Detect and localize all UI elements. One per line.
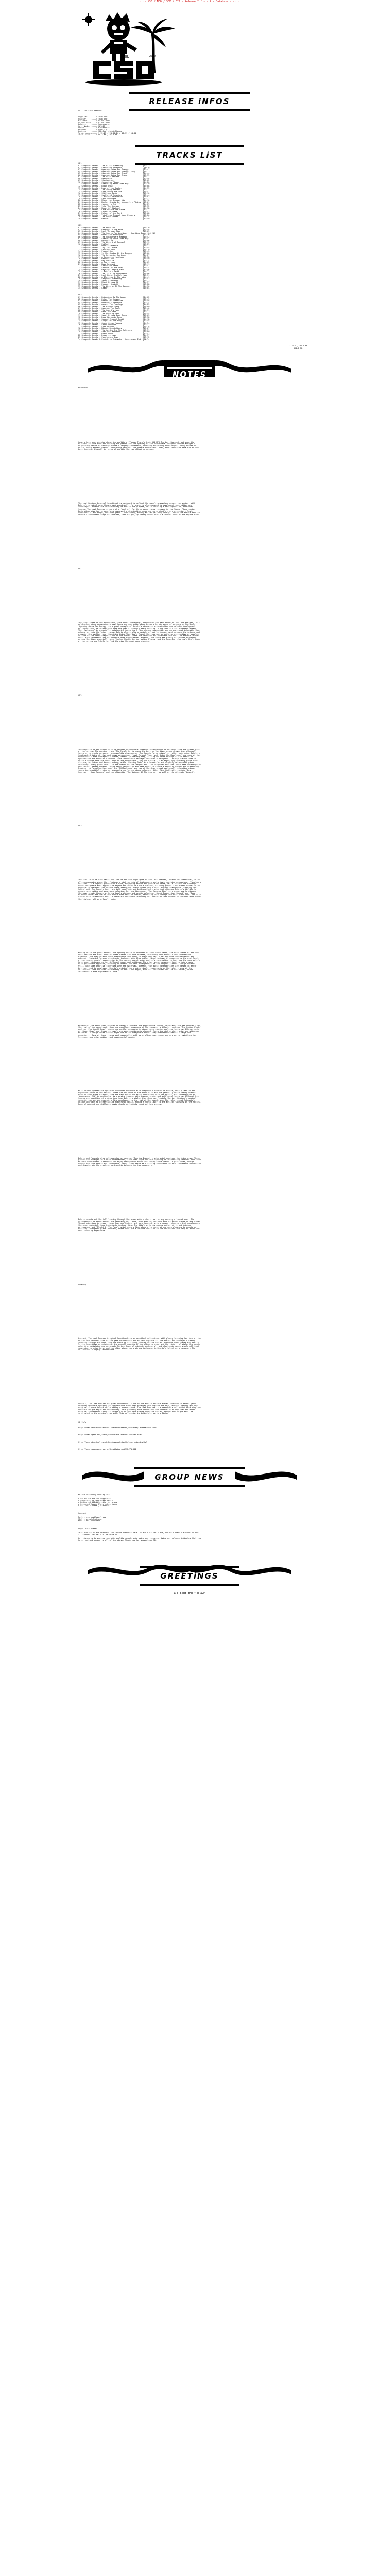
news-item: o Select CD and DVD suppliers	[78, 1498, 111, 1500]
track-row: 06 Seagoods Dehrtz - The Hidden Glade [05:09]	[78, 305, 151, 308]
track-row: 10 Seagoods Dehrtz - The Evening Star [04:45]	[78, 312, 151, 315]
cso-logo-letters	[85, 61, 162, 86]
track-row: 30 Seagoods Dehrtz - Return [03:59]	[78, 217, 151, 220]
track-row: 28 Seagoods Dehrtz - A Blessing On The Wind [04:41]	[78, 276, 151, 278]
track-row: 13 Seagoods Dehrtz - Second(Clover) Fruit [04:18]	[78, 318, 151, 320]
track-row: 01 Seagoods Dehrtz - The Monolith [04:10]	[78, 227, 151, 229]
release-info-line: Genre...........: Electronic	[78, 127, 110, 129]
track-row: 06 Seagoods Dehrtz - The Conqueror's Message [04:52]	[78, 235, 151, 238]
track-row: 17 Seagoods Dehrtz - Scattered Memories [03:44]	[78, 194, 151, 196]
track-row: 22 Seagoods Dehrtz - Dramatic Love [04:37]	[78, 334, 151, 337]
track-row: 13 Seagoods Dehrtz - Falling Rain [04:19]	[78, 248, 151, 251]
track-row: 28 Seagoods Dehrtz - Trickling Through Your Fingers [03:26]	[78, 214, 151, 216]
track-row: 16 Seagoods Dehrtz - Shifting Sands [05:10]	[78, 192, 151, 195]
tracks-list-header	[0, 145, 379, 165]
track-row: 14 Seagoods Dehrtz - The Young Harvest [03:21]	[78, 189, 151, 191]
track-row: 20 Seagoods Dehrtz - Where the Shadows Lie [04:16]	[78, 199, 151, 202]
notes-paragraph: Dehrtz rounds out the full listing through the album with a short, but strong variety of uncut cues. The arrangements of these tracks are generally well done, with some of the best rock-oriented pieces on the album. Though ambitious in scope, these cues are tighter and more focused, with a compact structure that complements the other material. Some highlights include 'Beat The Odds', with its punchy guitar riffs and driving percussion, and 'Flight Of The Fury', which uses a fine blend of orchestral and rock elements to create an exciting, energetic piece. Overall, these cues are a welcome addition to the collection and help to round out the listening experience.	[78, 1218, 201, 1232]
legal-title: Legal Disclaimer:	[78, 1528, 97, 1530]
notes-paragraph: The final disc is also ambitious. One of the key highlights of the Lost Remixed, 'Dreams Of Fireflies', is an all-encompassing piece that features a rich variety of instruments and a lush, soothing atmosphere. 'Moreton's Attitude' is a lighter piece with a fine, easygoing rhythm and gentle melodies, while 'Across The Frontage' takes the game's most aggressive rhythm and turns it into a vibrant, stirring piece. 'The Hidden Glade' is an especially beautiful and serene piece featuring lovely synths and a soft, flowing atmosphere. 'Opening The Seals' and 'The Guard's Hour' are both excellent and well-crafted tracks that showcase Dehrtz's ability to create interesting and memorable melodies. For new listeners, 'The Evening Star' is a great way to discover the game's main themes, with its lovely strings and gentle melodies. 'Sweet Dreams Over Sunset' and 'Deep Harmonic Nova' are two of the disc's most emotive pieces, featuring lush strings and soft piano work. The disc closes with 'Awastaren: End', a beautiful and heart-wrenching collaboration with Fuuichiro Fukumoto that sends the listener off on a lovely note.	[78, 879, 201, 900]
news-item: o Skilled rippers / crackers	[78, 1505, 110, 1507]
track-row: 11 Seagoods Dehrtz - Something Weird That Way [03:39]	[78, 183, 151, 185]
logo-caption: CSOL	[120, 55, 129, 59]
track-row: 30 Seagoods Dehrtz - Among's Waiting [04:12]	[78, 279, 151, 282]
group-logo-art	[0, 7, 379, 90]
track-row: 22 Seagoods Dehrtz - Sheltered Paths [03:57]	[78, 265, 151, 267]
track-row: 21 Seagoods Dehrtz - Hunter Stands On, Yarrowfire Plains [05:01]	[78, 201, 151, 204]
release-info-line: Rls Date........: 04-01-2009	[78, 120, 110, 122]
track-row: 32 Seagoods Dehrtz - Escape, Rebirth [03:28]	[78, 283, 151, 285]
release-info-line: Cat. Number.....: VW-001	[78, 125, 105, 127]
release-infos-header	[0, 92, 379, 111]
track-row: 25 Seagoods Dehrtz - Calm Before The Storm [03:17]	[78, 209, 151, 211]
cd1-track-list	[0, 162, 379, 220]
release-info-line: Encoder.........: Lame 3.97	[78, 128, 109, 131]
figure-illustration	[101, 12, 137, 61]
track-row: 21 Seagoods Dehrtz - Rokos Home [03:43]	[78, 332, 151, 335]
track-row: 14 Seagoods Dehrtz - Frozen Sky [03:43]	[78, 250, 151, 253]
cd3-label: CD3	[78, 294, 82, 296]
track-row: 19 Seagoods Dehrtz - The Garden And The Activator [03:51]	[78, 329, 151, 331]
notes-paragraph: Summary	[78, 1283, 87, 1286]
legal-text: THIS RELEASE IS FOR PERSONAL EVALUATION PURPOSES ONLY. IF YOU LIKE THE ALBUM, YOU'RE STRONGLY ADVISED TO BUY IT. SUPPORT THE ARTISTS. WE MEAN IT.	[78, 1532, 199, 1536]
track-row: 01 Seagoods Dehrtz - Brigadoon By The Woods [04:02]	[78, 296, 151, 298]
track-row: 14 Seagoods Dehrtz - Flight Of The Fury [03:45]	[78, 320, 151, 323]
track-row: 15 Seagoods Dehrtz - Lost Among the Ice [04:47]	[78, 190, 151, 193]
track-row: 09 Seagoods Dehrtz - Beat The Odds [03:22]	[78, 311, 151, 313]
notes-body	[0, 387, 379, 1417]
track-row: 11 Seagoods Dehrtz - Moonlit Meadows [04:33]	[78, 245, 151, 247]
notes-paragraph: The Lost Remixed Original Soundtrack is designed to reflect the game's atmosphere across the series. With Dehrtz's original main themes used prominently for once, he also managed to complement vast cities and landscapes, enhance the interactivity of battle and players, while creating a few impressive, emotional tracks. The Lost Remixed is more of a 'best of' for three soundtracks released in the Vapour Flora series. Each album also had to carefully represent a distinctive range on the project's story direction - lush, atmospheric, mid-tempo, and even great - with heavy, mostly mellow yet very lively - where the artist tend to choose a consistent range of textures, with bright, uplifting tones that's a 'clean' look at the engine side.	[78, 502, 200, 516]
track-row: 02 Seagoods Dehrtz - Gateway To The West [03:48]	[78, 228, 151, 231]
track-row: 20 Seagoods Dehrtz - View For Merchant [04:09]	[78, 331, 151, 333]
notes-paragraph: Overall, The Lost Remixed Original Soundtrack is an excellent collection, with plenty to enjoy for fans of the series and personal fans of the game soundtracks and as well capture it. The artist has conveyed a strong identity through his work, and the album is a fitting tribute to the series. Although some tracks may feel a little repetitive or unfocused, the overall quality of the album is high, and the variety of styles and moods make it a satisfying and enjoyable listen. Fans of ambient, orchestral, and electronic music should all find something to enjoy here, and the album stands as a strong testament to Dehrtz's talent as a composer. The collection is highly recommended.	[78, 1337, 201, 1351]
contact-list	[78, 1517, 106, 1522]
group-news-header	[0, 1467, 379, 1487]
link-2[interactable]: http://www.vgmdb.net/album/vapourwave-thelostremixed.html	[78, 1434, 142, 1436]
notes-title: NOTES	[167, 367, 212, 382]
notes-header	[0, 367, 379, 382]
top-banner: · ·· iSO / NFO / SFV / DIZ · Release Infos · Pre Database · ·· ·	[140, 0, 239, 3]
track-row: 27 Seagoods Dehrtz - Lost Path, Another Home [03:31]	[78, 274, 151, 277]
track-row: 10 Seagoods Dehrtz - Fabled [03:29]	[78, 243, 151, 245]
notes-paragraph: CD1	[78, 567, 82, 570]
track-row: 05 Seagoods Dehrtz - Under the Moonlight [03:36]	[78, 234, 151, 236]
track-row: 33 Seagoods Dehrtz - The Waters, Of The Journey [04:36]	[78, 285, 151, 287]
link-4[interactable]: http://www.vapourwave.co.jp/detailview.cgi?ID=VW-001	[78, 1448, 136, 1450]
track-row: 04 Seagoods Dehrtz - Moreton's Attitude [03:34]	[78, 301, 151, 304]
links-intro: CD Info	[78, 1421, 87, 1423]
total-length: 1:12:25 / 98.2 MB	[288, 345, 307, 347]
sun-icon	[82, 13, 95, 26]
release-info-line: Label...........: Vapourwave	[78, 123, 110, 126]
track-row: 23 Seagoods Dehrtz - Into The Unknown [03:52]	[78, 205, 151, 208]
cd3-track-list	[0, 297, 379, 341]
track-row: 17 Seagoods Dehrtz - Lost Heaven [04:28]	[78, 325, 151, 328]
release-info-line: Quality.........: VBR(Avg) Joint-Stereo	[78, 130, 122, 133]
group-news-title: GROUP NEWS	[134, 1467, 245, 1487]
track-row: 21 Seagoods Dehrtz - Hope Renewed [05:11]	[78, 263, 151, 265]
contact-line: IRC : #cso@efnet.org	[78, 1518, 102, 1520]
release-info-line: Supplier........: Team CSO	[78, 116, 108, 118]
notes-paragraph: Dehrtz and Fukumoto also collaborated on several 'Tearing Inward' tracks which conclude the third disc. These pieces are arranged in a more experimental, free-form style and use layering of interesting textures more than melodic development. Listeners who enjoy atmospheric music will enjoy these pieces in particular, though others may find them a bit repetitive. Still, they serve as a fitting conclusion to this impressive collection and demonstrate the creative partnership between the two composers.	[78, 1157, 201, 1167]
track-row: 12 Seagoods Dehrtz - Blown Dust [04:08]	[78, 185, 151, 188]
release-info-line: Total Length....: 1:12:25 / 24:30:14 / 40:11 / 14:31	[78, 132, 136, 134]
greetings-header	[0, 1566, 379, 1586]
track-row: 04 Seagoods Dehrtz - The Search For Archives - Sporting Goods [04:21]	[78, 232, 156, 234]
notes-paragraph: Meanwhile, the third disc focuses on Dehrtz's ambient and experimental works, which most are far removed from the rest of the soundtrack. Some are excellent showcases of the composer's talents, such as 'The Hidden Glade' and the 'Fourteenth Dawn', which are gentle, atmospheric pieces with subtle, evolving textures. Others, such as 'Rokos Home' and 'Dramatic Love', are more emotionally charged, featuring rich orchestration and stirring melodies. Although these tracks might not be to everyone's taste, they demonstrate Dehrtz's range and creativity. Many of these tracks work especially well as an album experience, and are worth revisiting for listeners who enjoy ambient and experimental music.	[78, 1024, 201, 1038]
track-row: 10 Seagoods Dehrtz - Cascading Floods [04:20]	[78, 181, 151, 183]
track-row: 08 Seagoods Dehrtz - Emergence [03:58]	[78, 177, 151, 180]
track-row: 18 Seagoods Dehrtz - Hidden Revelations [05:07]	[78, 327, 151, 330]
track-row: 31 Seagoods Dehrtz - Where Dreams Go [04:57]	[78, 281, 151, 284]
track-row: 27 Seagoods Dehrtz - Echoes of the Past [05:08]	[78, 212, 151, 215]
notes-paragraph: CD2	[78, 694, 82, 697]
track-row: 09 Seagoods Dehrtz - Stormwalker [05:02]	[78, 179, 151, 182]
news-intro: We are currently looking for:	[78, 1494, 111, 1496]
track-row: 06 Seagoods Dehrtz - Opening Gates For Energy [03:35]	[78, 174, 151, 176]
release-info-line: Cracker.........: Team CSO	[78, 117, 108, 120]
track-row: 24 Seagoods Dehrtz - Rejoice, Hero's Hall [03:46]	[78, 268, 151, 271]
track-row: 08 Seagoods Dehrtz - Unwavering [04:06]	[78, 239, 151, 242]
cd2-track-list	[0, 224, 379, 290]
track-row: 05 Seagoods Dehrtz - Opening Gates For Energy [04:44]	[78, 172, 151, 175]
track-row: 03 Seagoods Dehrtz - Opening Gates For Energy [03:47]	[78, 168, 151, 171]
track-row: 07 Seagoods Dehrtz - Opening The Seals [03:40]	[78, 307, 151, 310]
release-info-line: Street Date.....: 03-01-2009	[78, 121, 110, 124]
track-row: 09 Seagoods Dehrtz - The Waters of Renewal [05:13]	[78, 241, 151, 244]
release-title: VA - The Lost Remixed	[78, 110, 102, 112]
logo-year: 2010	[149, 55, 156, 58]
notes-paragraph: Gamers have been divided about the quality of Vapour Flora's Hide 300 MPH The Lost Remixed, but even the harshest critics have had nothing but praise for the quality of the soundtrack. Seagoods Dehrtz managed a surprising amount of variety across a lengthy soundtrack, covering everything from bright, poppy tracks to eerie, dense ambient pieces. Vapourwave Records, the game's soundtrack label, then converted from him to the Lost Remixed, through, in terms of quality the two almost as unique.	[78, 440, 199, 451]
track-row: 07 Seagoods Dehrtz - The Dark Harvest [04:11]	[78, 176, 151, 178]
greetings-title: GREETiNGS	[140, 1566, 239, 1586]
contact-label: Contact:	[78, 1512, 88, 1514]
cd1-label: CD1	[78, 162, 82, 164]
track-row: 05 Seagoods Dehrtz - Across The Frontage [04:25]	[78, 303, 151, 306]
track-row: 18 Seagoods Dehrtz - A Bitter Revelation [04:02]	[78, 196, 151, 198]
track-row: 13 Seagoods Dehrtz - Dawn of the Seeker [04:55]	[78, 187, 151, 189]
notes-paragraph: Overall, The Lost Remixed Original Soundtrack is one of the most elaborate albums released in recent years. Seagoods Dehrtz's spectacular compositions have been arranged and updated for this release, keeping all the original flavour intact while adding a modern sound. The Lost Remixed is a remarkable collection that displays Dehrtz's unique style and versatility. It's probably more convenient and worthwhile to buy than the three original soundtracks since it covers all of the best tracks from the series, though fans might still be interested in the originals as well. This collection is definitely worth a listen.	[78, 1403, 201, 1415]
contact-line: Mail : cso.post@email.com	[78, 1516, 107, 1518]
track-row: 02 Seagoods Dehrtz - Sheltered Promises [04:01]	[78, 166, 152, 169]
track-row: 04 Seagoods Dehrtz - Opening Gates For Energy (Ext) [05:12]	[78, 170, 151, 173]
legal-text-block	[0, 1532, 379, 1544]
track-row: 26 Seagoods Dehrtz - Silent Witness [04:43]	[78, 210, 151, 213]
closing-text: Our vision is to provide you with quality soundtracks using our releases. Using our release indicates that you have read and agreed to all of the above. Thank you for supporting CSO.	[78, 1537, 201, 1541]
news-item: o Licensed Vapour Flora subscribers	[78, 1503, 117, 1505]
track-row: 11 Seagoods Dehrtz - Sweet Dreams Over Sunset [05:03]	[78, 314, 151, 317]
notes-paragraph: Headnotes	[78, 387, 89, 389]
notes-paragraph: The first theme on the soundtrack, 'The First Awakening', introduces the main theme of The Lost Remixed. This golden-hue piece commanding brass, horns and energetic pipes bring a heroic sense of adventure. Similarly, 'Opening Gates For Energy' is a great example of Dehrtz's cinematic orchestration and melodic development. Following this, he further explores the game's strongly-drawn setting, along with all its different themes. The 'Emergence' is especially outstanding featuring a fine string composition and an emotional intensity that echoes far into the later tracks. Dehrtz also crafts a variety of battle themes, most notably the intense and dynamic 'Stormwalker' and 'Something Weird That Way'. Though they may not be quite as distinctive or complex as some of the other compositions on the album, these are nevertheless excellent and fun. The ambient 'Blown Dust' also represents one of Dehrtz's more experimental moments, and there are plenty of further surprises across the disc, especially with 'Hunter Stands On, Yarrowfire Plains' and the haunting 'Journey's End'. Fans of the series are likely to find the disc the most comprehensive.	[78, 621, 200, 643]
track-row: 20 Seagoods Dehrtz - A Saw's Love [04:05]	[78, 261, 151, 264]
notes-paragraph: Moving on to the guest themes, the opening suite is composed of four short parts, the main themes of the the Lost Remixed are fine. Some of these tracks are more diverse, featuring both acoustic and synthesized elements, and they're each very distinctive and moody in their own way. A few are more contemplative and ambient, featuring layered electronic textures with slow builds. Nevertheless, it underscores the rich level of intricate, careful composition in the series soundtracks, and it's interesting to hear how the same motifs have been reinterpreted for different moods and settings. The other guest composers tend to take a more straightforward approach, focusing on direct, melodic arrangements of the original themes, though several still take some creative liberties with the material. Overall, the guest contributions are varied in style, but they tend to complement Dehrtz's original work quite nicely, especially on the later tracks of the collection. Some are even interesting in their own right, such as 'The Garden And The Activator', which introduces a more experimental tone.	[78, 952, 200, 973]
track-row: 07 Seagoods Dehrtz - Something About That Way [03:41]	[78, 238, 151, 240]
track-row: 08 Seagoods Dehrtz - The Guard's Hour [04:31]	[78, 309, 151, 311]
release-info-line: Total Size......: 98.2 MB / 81.2 MB	[78, 134, 117, 137]
notes-paragraph: Multivolume synthesizer operator Fuuichiro Fukumoto also composed a handful of tracks, mostly used in the expansion packs of the series. These are included on the third disc and are generally quite strong overall, each of them quite distinct from the main score but still consistent with its spirit. His contribution to 'Awastaren: End' in particular is a moving finale, with layered synths and soft vocal textures. Although his tracks are something of a departure from Dehrtz's style, they show how flexible the Lost Remixed's musical identity can be, and provide a fine complement to the rest of the soundtrack. They also reveal Fukumoto's unique approach to orchestrating electronic music, adding a fresh layer to the musical tapestry of the series. Fans of ambient and chillwave music should definitely check out his pieces.	[78, 1090, 201, 1105]
news-item: o Suppliers of unreleased music	[78, 1499, 113, 1502]
track-row: 16 Seagoods Dehrtz - The Forgotten Fortress [04:27]	[78, 254, 151, 257]
track-row: 23 Seagoods Dehrtz - Fourteenth Dawn [05:12]	[78, 336, 151, 339]
track-row: 03 Seagoods Dehrtz - Lost Through Time [05:05]	[78, 230, 151, 233]
track-row: 24 Seagoods Dehrtz - Waves Of Mistrust [04:38]	[78, 207, 151, 209]
track-row: 19 Seagoods Dehrtz - Day Sunrise [03:24]	[78, 259, 151, 262]
greetings-text: ALL KNOW WHO YOU ARE	[174, 1592, 205, 1595]
release-info-block	[0, 116, 379, 137]
track-row: 25 Seagoods Dehrtz - A Bottle's Truth [04:23]	[78, 270, 151, 273]
contact-line: Web : NOT AVAILABLE	[78, 1520, 101, 1522]
track-row: 16 Seagoods Dehrtz - Stone Memoirs [03:37]	[78, 324, 151, 326]
track-row: 34 Seagoods Dehrtz - Lament [05:04]	[78, 287, 151, 290]
track-row: 18 Seagoods Dehrtz - Reflections [04:49]	[78, 258, 151, 260]
total-size: 321.8 MB	[294, 347, 303, 349]
link-3[interactable]: http://www.sdcentral.co.uk/Reviews/dehrtz/thelostremixed.shtml	[78, 1441, 148, 1443]
tracks-list-title: TRACKS LiST	[135, 145, 243, 165]
cd2-label: CD2	[78, 224, 82, 226]
track-row: 12 Seagoods Dehrtz - Toy Tin Castle [03:55]	[78, 247, 151, 249]
track-row: 22 Seagoods Dehrtz - Journey's End [04:29]	[78, 203, 151, 206]
link-1[interactable]: http://www.vapourwaverecords.com/soundtracks/Vnnterrf/lastremixed.shtml	[78, 1427, 158, 1429]
track-row: 23 Seagoods Dehrtz - Shadows of the Deep [04:34]	[78, 267, 151, 269]
track-row: 15 Seagoods Dehrtz - In the Shadow Of the Dragon [05:00]	[78, 252, 151, 255]
release-infos-title: RELEASE iNFOS	[129, 92, 251, 111]
track-row: 15 Seagoods Dehrtz - Grand Ocean Meadow [04:54]	[78, 321, 151, 324]
track-row: 03 Seagoods Dehrtz - Dreams Of Fireflies [04:58]	[78, 300, 151, 302]
notes-paragraph: CD3	[78, 825, 82, 827]
track-row: 17 Seagoods Dehrtz - A Forgotten Heritage [03:38]	[78, 256, 151, 258]
track-row: 12 Seagoods Dehrtz - Deep Harmonic Nova [03:58]	[78, 316, 151, 319]
notes-paragraph: The majority of the second disc is devoted to Dehrtz's creative arrangements of melodies from the latter part of the series. The opening track 'The Monolith' is among the best on the disc, using shimmering, ethereal textures to create an eerie, otherworldly atmosphere. 'The Search For Archives' is rather hot, using Dehrtz's trademark driving rhythms and heavy percussion. 'Lost Through Time' and 'Under the Moonlight' are some of the soundtrack's most atmospheric pieces, carefully weaving deep, lilting melodies through a rich fabric of synthesized and acoustic elements. 'The Conqueror's Message' features a delightful, folksy flavour that is quite a change from the usual mood of the soundtrack. 'Toy Tin Castle' is an especially charming piece with its playful chimes and bouncy melody, while 'Falling Rain' is a beautiful and slightly melancholic piece featuring lovely piano work. 'In the Shadow Of the Dragon' and 'The Forgotten Fortress' both take advantage of the series' darker moments, using heavy percussion and dark brass to create a sense of danger and foreboding. Finally, 'A Forgotten Heritage' and 'Reflections' are two of the disc's most emotionally evocative pieces, featuring beautiful string arrangements and lovely piano melodies. Other fine highlights include 'Day Sunrise', 'Hope Renewed' and the climactic 'The Waters, Of The Journey' as well as the delicate 'Lament'.	[78, 748, 201, 773]
track-row: 26 Seagoods Dehrtz - The Trial Of Acceptance [05:06]	[78, 272, 151, 275]
track-row: 29 Seagoods Dehrtz - The Deep Forest [04:14]	[78, 216, 151, 218]
news-list	[78, 1498, 117, 1507]
track-row: 29 Seagoods Dehrtz - Seagoods Awakening [03:53]	[78, 278, 151, 280]
track-row: 01 Seagoods Dehrtz - The First Awakening [03:12]	[78, 165, 151, 167]
news-item: o Dedicated 100mbit+ site for group	[78, 1501, 117, 1504]
track-row: 24 Seagoods Dehrtz & Fuuichiro Fukumoto - Awastaren: End [06:34]	[78, 338, 151, 341]
track-row: 02 Seagoods Dehrtz - Enter The Heavens [03:49]	[78, 298, 151, 300]
track-row: 19 Seagoods Dehrtz - Fair Swappers [03:33]	[78, 197, 151, 200]
